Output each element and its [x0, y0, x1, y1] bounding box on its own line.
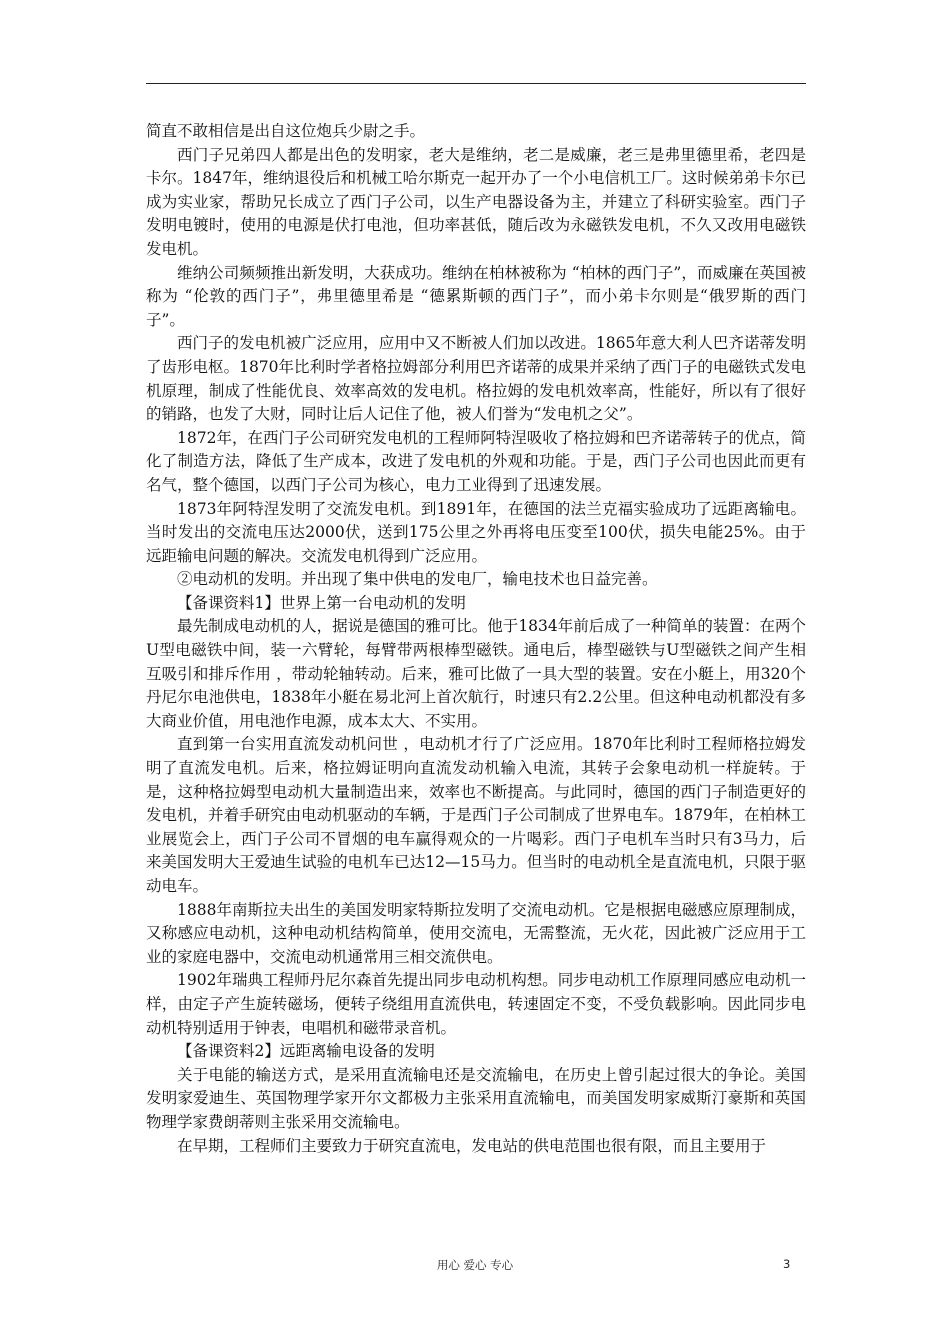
paragraph: 在早期，工程师们主要致力于研究直流电，发电站的供电范围也很有限，而且主要用于 [177, 1136, 767, 1155]
document-body [146, 120, 806, 1158]
page-number: 3 [783, 1257, 791, 1271]
section-heading: 【备课资料1】世界上第一台电动机的发明 [177, 593, 466, 612]
page-footer [0, 1257, 950, 1277]
paragraph: 1902年瑞典工程师丹尼尔森首先提出同步电动机构想。同步电动机工作原理同感应电动机一样，由定子产生旋转磁场，便转子绕组用直流供电，转速固定不变，不受负载影响。因此同步电动机特别适用于钟表，电唱机和磁带录音机。 [146, 971, 806, 1037]
paragraph: 直到第一台实用直流发动机问世 ，电动机才行了广泛应用。1870年比利时工程师格拉姆发明了直流发电机。后来，格拉姆证明向直流发动机输入电流，其转子会象电动机一样旋转。于是，这种格拉姆型电动机大量制造出来，效率也不断提高。与此同时，德国的西门子制造更好的发电机，并着手研究由电动机驱动的车辆，于是西门子公司制成了世界电车。1879年，在柏林工业展览会上，西门子公司不冒烟的电车赢得观众的一片喝彩。西门子电机车当时只有3马力，后来美国发明大王爱迪生试验的电机车已达12—15马力。但当时的电动机全是直流电机，只限于驱动电车。 [146, 735, 806, 895]
paragraph: 维纳公司频频推出新发明，大获成功。维纳在柏林被称为 “柏林的西门子”，而威廉在英国被称为 “伦敦的西门子”，弗里德里希是 “德累斯顿的西门子”，而小弟卡尔则是“俄罗斯的西门子”。 [146, 263, 806, 329]
paragraph: ②电动机的发明。并出现了集中供电的发电厂，输电技术也日益完善。 [177, 570, 658, 589]
paragraph: 1888年南斯拉夫出生的美国发明家特斯拉发明了交流电动机。它是根据电磁感应原理制成，又称感应电动机，这种电动机结构简单，使用交流电，无需整流，无火花，因此被广泛应用于工业的家庭电器中，交流电动机通常用三相交流供电。 [146, 900, 806, 966]
paragraph: 西门子兄弟四人都是出色的发明家，老大是维纳，老二是威廉，老三是弗里德里希，老四是卡尔。1847年，维纳退役后和机械工哈尔斯克一起开办了一个小电信机工厂。这时候弟弟卡尔已成为实业家，帮助兄长成立了西门子公司，以生产电器设备为主，并建立了科研实验室。西门子发明电镀时，使用的电源是伏打电池，但功率甚低，随后改为永磁铁发电机，不久又改用电磁铁发电机。 [146, 145, 806, 258]
paragraph: 1873年阿特涅发明了交流发电机。到1891年，在德国的法兰克福实验成功了远距离输电。当时发出的交流电压达2000伏，送到175公里之外再将电压变至100伏，损失电能25%。由于远距输电问题的解决。交流发电机得到广泛应用。 [146, 499, 806, 565]
paragraph: 1872年，在西门子公司研究发电机的工程师阿特涅吸收了格拉姆和巴齐诺蒂转子的优点，简化了制造方法，降低了生产成本，改进了发电机的外观和功能。于是，西门子公司也因此而更有名气，整个德国，以西门子公司为核心，电力工业得到了迅速发展。 [146, 428, 806, 494]
paragraph: 西门子的发电机被广泛应用，应用中又不断被人们加以改进。1865年意大利人巴齐诺蒂发明了齿形电枢。1870年比利时学者格拉姆部分利用巴齐诺蒂的成果并采纳了西门子的电磁铁式发电机原理，制成了性能优良、效率高效的发电机。格拉姆的发电机效率高，性能好，所以有了很好的销路，也发了大财，同时让后人记住了他，被人们誉为“发电机之父”。 [146, 334, 806, 424]
paragraph: 最先制成电动机的人，据说是德国的雅可比。他于1834年前后成了一种简单的装置：在两个U型电磁铁中间，装一六臂轮，每臂带两根棒型磁铁。通电后，棒型磁铁与U型磁铁之间产生相互吸引和排斥作用 ，带动轮轴转动。后来，雅可比做了一具大型的装置。安在小艇上，用320个丹尼尔电池供电，1838年小艇在易北河上首次航行，时速只有2.2公里。但这种电动机都没有多大商业价值，用电池作电源，成本太大、不实用。 [146, 617, 806, 730]
section-heading: 【备课资料2】远距离输电设备的发明 [177, 1042, 435, 1061]
paragraph: 简直不敢相信是出自这位炮兵少尉之手。 [146, 122, 426, 140]
header-rule [146, 83, 806, 84]
footer-text: 用心 爱心 专心 [436, 1258, 514, 1272]
paragraph: 关于电能的输送方式，是采用直流输电还是交流输电，在历史上曾引起过很大的争论。美国发明家爱迪生、英国物理学家开尔文都极力主张采用直流输电，而美国发明家威斯汀豪斯和英国物理学家费朗蒂则主张采用交流输电。 [146, 1065, 806, 1131]
